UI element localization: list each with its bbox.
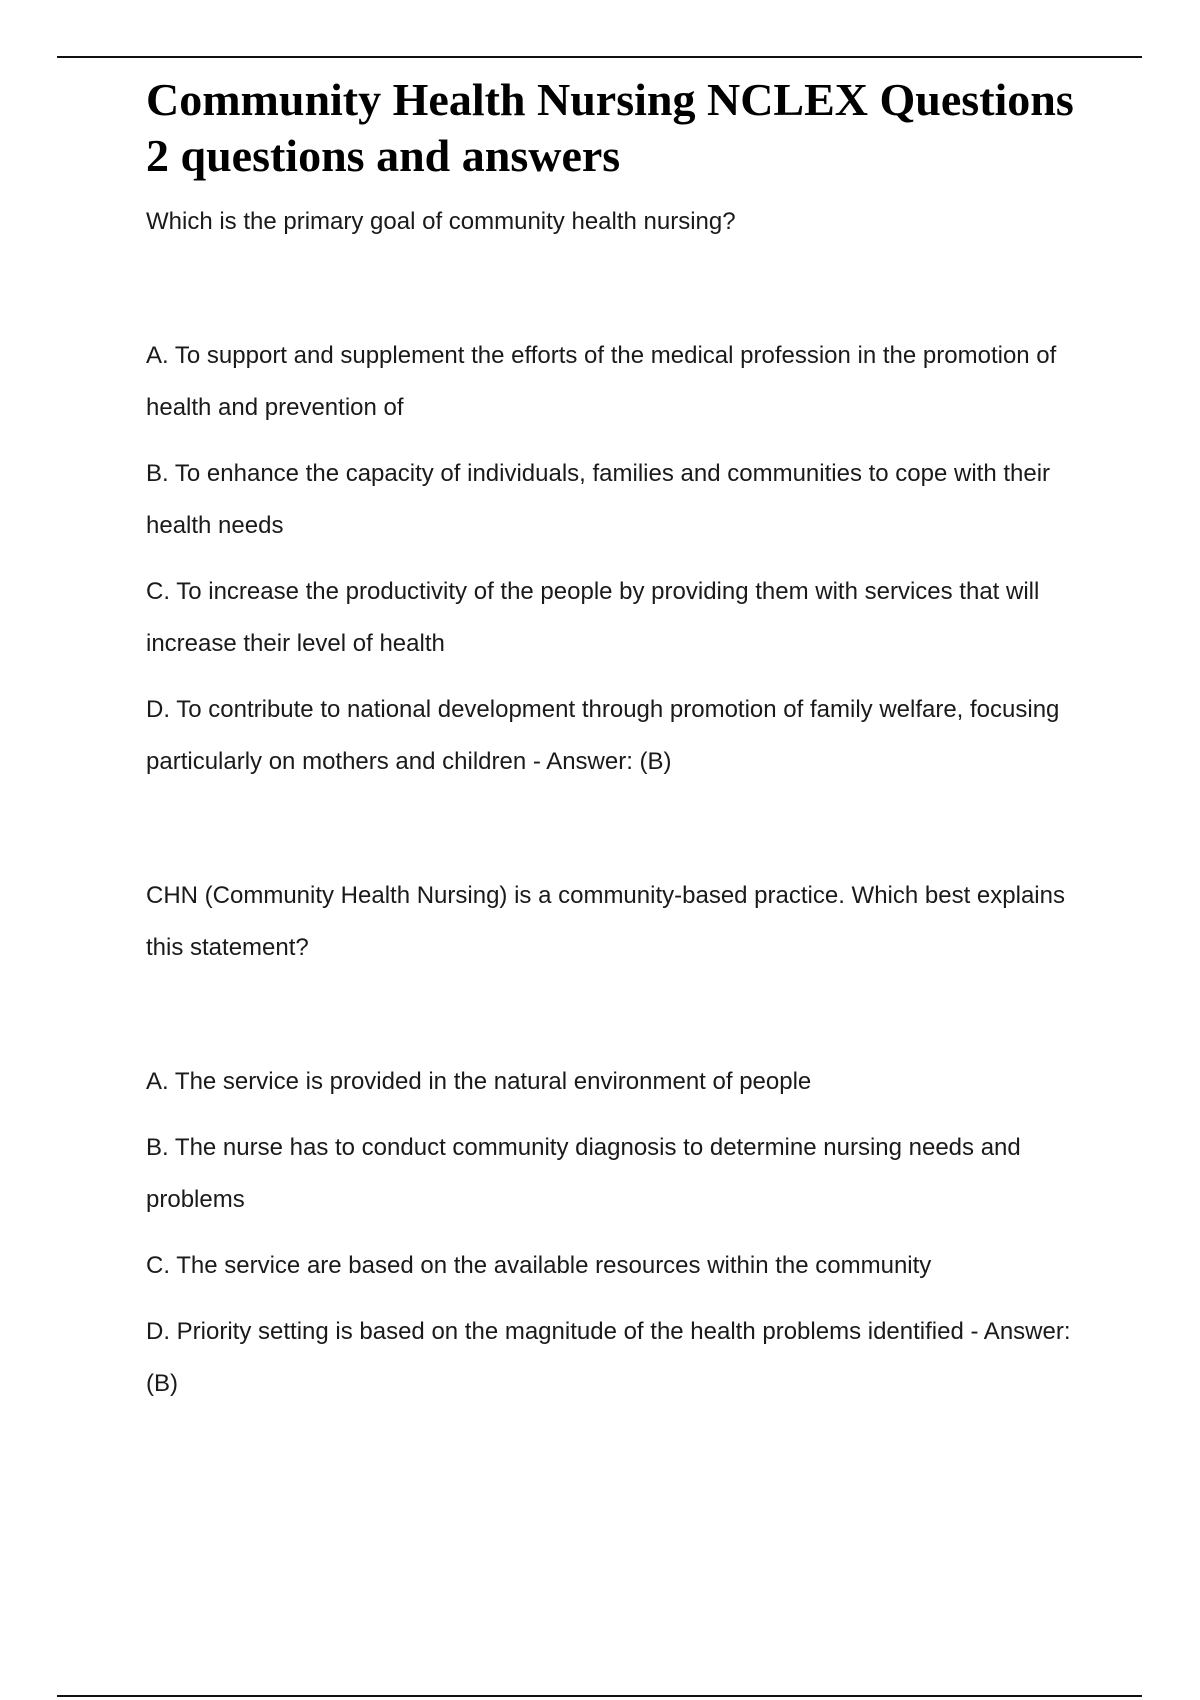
question-2-option-d: D. Priority setting is based on the magnitude of the health problems identified - Answer: (B)	[146, 1318, 1071, 1397]
question-2-option-a: A. The service is provided in the natural environment of people	[146, 1068, 812, 1095]
document-body	[146, 72, 1106, 1410]
bottom-divider	[57, 1695, 1142, 1697]
question-1-option-b: B. To enhance the capacity of individuals, families and communities to cope with their health needs	[146, 460, 1051, 539]
question-1-option-d: D. To contribute to national development through promotion of family welfare, focusing particularly on mothers and children - Answer: (B)	[146, 696, 1060, 775]
question-2-prompt: CHN (Community Health Nursing) is a community-based practice. Which best explains this statement?	[146, 882, 1065, 961]
question-1-option-c: C. To increase the productivity of the people by providing them with services that will increase their level of health	[146, 578, 1040, 657]
question-1-prompt: Which is the primary goal of community health nursing?	[146, 208, 736, 235]
question-1-option-a: A. To support and supplement the efforts of the medical profession in the promotion of health and prevention of	[146, 342, 1057, 421]
document-title: Community Health Nursing NCLEX Questions 2 questions and answers	[146, 74, 1074, 181]
question-1	[146, 196, 1106, 788]
question-2-option-b: B. The nurse has to conduct community diagnosis to determine nursing needs and problems	[146, 1134, 1021, 1213]
top-divider	[57, 56, 1142, 58]
question-2-option-c: C. The service are based on the available resources within the community	[146, 1252, 932, 1279]
question-2	[146, 870, 1106, 1410]
